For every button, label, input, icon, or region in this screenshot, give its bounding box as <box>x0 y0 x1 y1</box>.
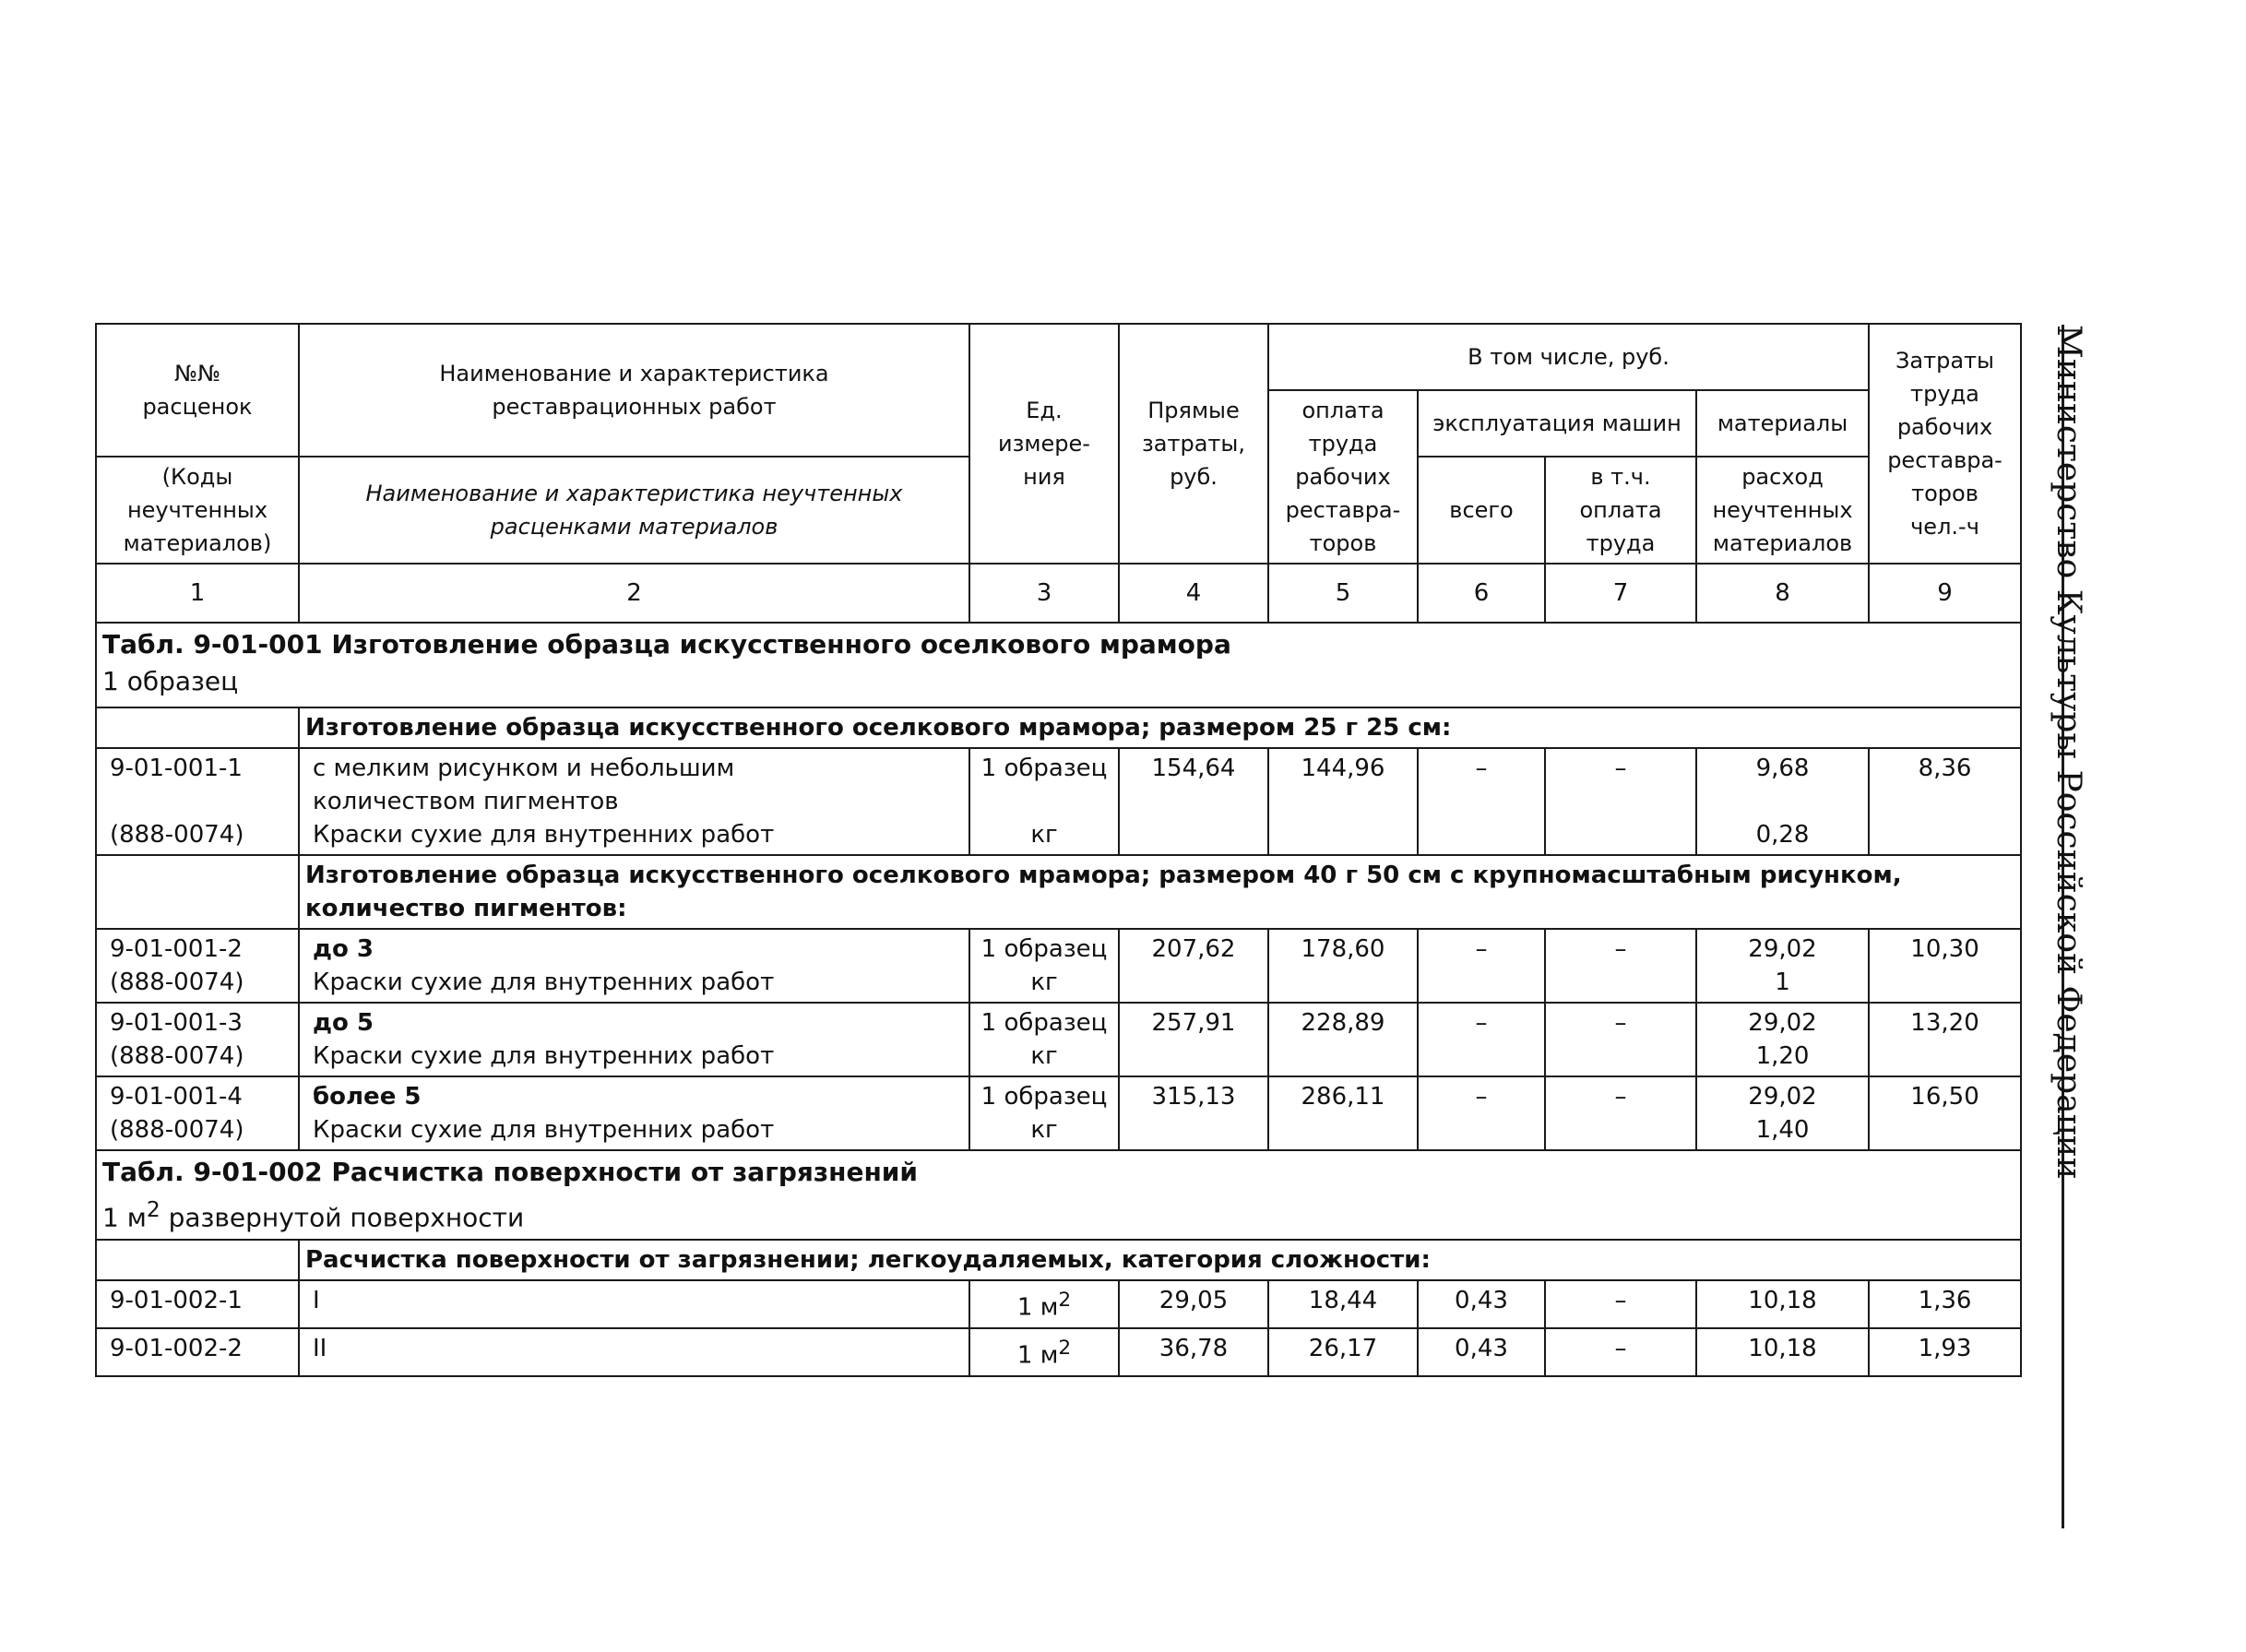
unit <box>969 1328 1119 1376</box>
section-title: Табл. 9-01-001 Изготовление образца искусственного оселкового мрамора <box>102 629 1231 660</box>
unit-text: 1 м <box>1016 1341 1059 1370</box>
rate-code: 9-01-001-1 <box>110 755 243 782</box>
machines-labor: – <box>1545 1328 1696 1376</box>
unit-text: развернутой поверхности <box>160 1202 525 1233</box>
group-empty-cell <box>96 1240 299 1280</box>
work-name: до 3 <box>313 935 374 963</box>
work-name-cell <box>299 1003 969 1076</box>
header-row-1 <box>96 324 2021 390</box>
spacer <box>976 785 1112 818</box>
rate-code-cell <box>96 929 299 1003</box>
group-title: Изготовление образца искусственного оселкового мрамора; размером 25 г 25 см: <box>299 707 2021 748</box>
materials: 10,18 <box>1696 1280 1869 1328</box>
table-row <box>96 929 2021 1003</box>
header-machines-labor: в т.ч. оплата труда <box>1545 457 1696 564</box>
header-labor-hours: Затраты труда рабочих реставра- торов чел.-ч <box>1869 324 2021 564</box>
table-row <box>96 748 2021 855</box>
material-code: (888-0074) <box>110 821 244 849</box>
rate-code-cell <box>96 1003 299 1076</box>
section-unit <box>102 1191 2014 1236</box>
material-qty: 1,40 <box>1755 1116 1810 1144</box>
header-direct-costs: Прямые затраты, руб. <box>1119 324 1268 564</box>
material-unit: кг <box>1030 1116 1058 1144</box>
work-name: I <box>299 1280 969 1328</box>
materials: 29,02 <box>1748 935 1817 963</box>
material-name: Краски сухие для внутренних работ <box>313 969 775 996</box>
materials-cell <box>1696 929 1869 1003</box>
work-name: до 5 <box>313 1009 374 1037</box>
labor-hours: 16,50 <box>1869 1076 2021 1150</box>
header-col1-bottom: (Коды неучтенных материалов) <box>96 457 299 564</box>
machines-labor: – <box>1545 1280 1696 1328</box>
table-row <box>96 1280 2021 1328</box>
rates-table <box>95 323 2022 1377</box>
machines-labor: – <box>1545 929 1696 1003</box>
machines-total: – <box>1418 1003 1545 1076</box>
unit: 1 образец <box>980 1083 1108 1111</box>
col-number: 6 <box>1418 564 1545 623</box>
material-unit: кг <box>1030 821 1058 849</box>
direct-costs: 207,62 <box>1119 929 1268 1003</box>
machines-total: – <box>1418 929 1545 1003</box>
work-name: II <box>299 1328 969 1376</box>
direct-costs: 29,05 <box>1119 1280 1268 1328</box>
direct-costs: 257,91 <box>1119 1003 1268 1076</box>
rate-code-cell <box>96 1076 299 1150</box>
unit-superscript: 2 <box>146 1196 160 1222</box>
header-col2-top: Наименование и характеристика реставрационных работ <box>299 324 969 457</box>
section-title: Табл. 9-01-002 Расчистка поверхности от загрязнений <box>102 1157 919 1187</box>
work-name-cell <box>299 1076 969 1150</box>
unit-cell <box>969 1076 1119 1150</box>
machines-labor: – <box>1545 748 1696 855</box>
header-unit: Ед. измере- ния <box>969 324 1119 564</box>
material-qty: 1,20 <box>1755 1042 1810 1070</box>
labor-pay: 286,11 <box>1268 1076 1418 1150</box>
materials: 29,02 <box>1748 1083 1817 1111</box>
table-row <box>96 1328 2021 1376</box>
rate-code-cell <box>96 748 299 855</box>
unit-cell <box>969 929 1119 1003</box>
header-machines-total: всего <box>1418 457 1545 564</box>
unit-superscript: 2 <box>1058 1289 1072 1313</box>
group-empty-cell <box>96 707 299 748</box>
rate-code: 9-01-002-2 <box>96 1328 299 1376</box>
material-name: Краски сухие для внутренних работ <box>313 1116 775 1144</box>
table-row <box>96 1076 2021 1150</box>
labor-hours: 1,36 <box>1869 1280 2021 1328</box>
group-empty-cell <box>96 855 299 929</box>
header-materials-group: материалы <box>1696 390 1869 457</box>
labor-hours: 1,93 <box>1869 1328 2021 1376</box>
header-labor-pay: оплата труда рабочих реставра- торов <box>1268 390 1418 564</box>
col-number: 5 <box>1268 564 1418 623</box>
materials-cell <box>1696 748 1869 855</box>
unit-cell <box>969 1003 1119 1076</box>
labor-pay: 18,44 <box>1268 1280 1418 1328</box>
unit-text: 1 м <box>1016 1293 1059 1322</box>
unit: 1 образец <box>980 1009 1108 1037</box>
direct-costs: 154,64 <box>1119 748 1268 855</box>
group-row <box>96 855 2021 929</box>
col-number: 1 <box>96 564 299 623</box>
rate-code: 9-01-001-4 <box>110 1083 243 1111</box>
unit-text: 1 м <box>102 1202 147 1233</box>
material-name: Краски сухие для внутренних работ <box>313 821 775 849</box>
header-col2-bottom: Наименование и характеристика неучтенных расценками материалов <box>299 457 969 564</box>
col-number: 4 <box>1119 564 1268 623</box>
materials-cell <box>1696 1003 1869 1076</box>
direct-costs: 315,13 <box>1119 1076 1268 1150</box>
material-code: (888-0074) <box>110 969 244 996</box>
machines-total: 0,43 <box>1418 1328 1545 1376</box>
machines-labor: – <box>1545 1003 1696 1076</box>
unit-superscript: 2 <box>1058 1336 1072 1360</box>
material-unit: кг <box>1030 969 1058 996</box>
work-name-cell <box>299 929 969 1003</box>
rate-code: 9-01-002-1 <box>96 1280 299 1328</box>
col-number: 2 <box>299 564 969 623</box>
unit-cell <box>969 748 1119 855</box>
header-incl-group: В том числе, руб. <box>1268 324 1869 390</box>
material-name: Краски сухие для внутренних работ <box>313 1042 775 1070</box>
labor-hours: 13,20 <box>1869 1003 2021 1076</box>
work-name: более 5 <box>313 1083 422 1111</box>
machines-total: – <box>1418 1076 1545 1150</box>
labor-hours: 10,30 <box>1869 929 2021 1003</box>
section-unit: 1 образец <box>102 666 239 696</box>
col-number: 8 <box>1696 564 1869 623</box>
labor-hours: 8,36 <box>1869 748 2021 855</box>
column-numbers-row <box>96 564 2021 623</box>
unit <box>969 1280 1119 1328</box>
labor-pay: 178,60 <box>1268 929 1418 1003</box>
materials: 29,02 <box>1748 1009 1817 1037</box>
section-header <box>96 1150 2021 1240</box>
material-code: (888-0074) <box>110 1116 244 1144</box>
group-title: Расчистка поверхности от загрязнении; легкоудаляемых, категория сложности: <box>299 1240 2021 1280</box>
group-title: Изготовление образца искусственного оселкового мрамора; размером 40 г 50 см с крупномасштабным рисунком, количество пигментов: <box>299 855 2021 929</box>
rate-code: 9-01-001-2 <box>110 935 243 963</box>
col-number: 9 <box>1869 564 2021 623</box>
header-unaccounted-materials: расход неучтенных материалов <box>1696 457 1869 564</box>
labor-pay: 144,96 <box>1268 748 1418 855</box>
labor-pay: 228,89 <box>1268 1003 1418 1076</box>
direct-costs: 36,78 <box>1119 1328 1268 1376</box>
group-row <box>96 1240 2021 1280</box>
material-unit: кг <box>1030 1042 1058 1070</box>
col-number: 3 <box>969 564 1119 623</box>
spacer <box>1703 785 1862 818</box>
section-header <box>96 623 2021 707</box>
machines-labor: – <box>1545 1076 1696 1150</box>
header-machines-group: эксплуатация машин <box>1418 390 1696 457</box>
work-name: с мелким рисунком и небольшим количеством пигментов <box>313 755 735 815</box>
materials: 10,18 <box>1696 1328 1869 1376</box>
unit: 1 образец <box>980 755 1108 782</box>
material-code: (888-0074) <box>110 1042 244 1070</box>
machines-total: 0,43 <box>1418 1280 1545 1328</box>
spacer <box>110 785 292 818</box>
work-name-cell <box>299 748 969 855</box>
machines-total: – <box>1418 748 1545 855</box>
section-cell <box>96 1150 2021 1240</box>
labor-pay: 26,17 <box>1268 1328 1418 1376</box>
section-cell <box>96 623 2021 707</box>
rate-code: 9-01-001-3 <box>110 1009 243 1037</box>
material-qty: 1 <box>1775 969 1790 996</box>
materials-cell <box>1696 1076 1869 1150</box>
col-number: 7 <box>1545 564 1696 623</box>
materials: 9,68 <box>1755 755 1810 782</box>
material-qty: 0,28 <box>1755 821 1810 849</box>
table-row <box>96 1003 2021 1076</box>
unit: 1 образец <box>980 935 1108 963</box>
header-col1-top: №№ расценок <box>96 324 299 457</box>
side-label: Министерство Культуры Российской Федерации <box>2050 325 2087 1180</box>
group-row <box>96 707 2021 748</box>
